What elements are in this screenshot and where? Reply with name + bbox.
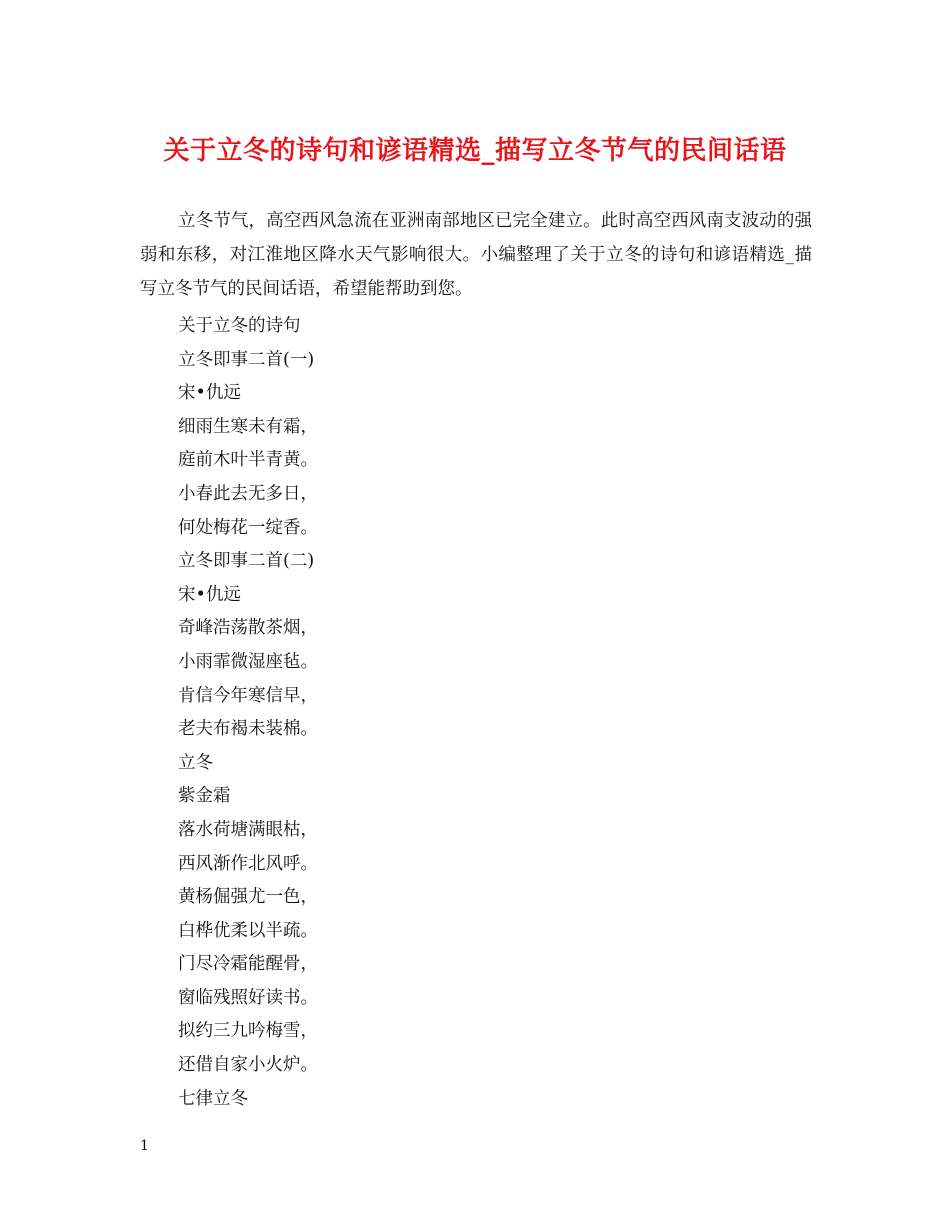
text-line: 细雨生寒未有霜， [178, 416, 318, 437]
text-line: 立冬即事二首(一) [178, 349, 315, 370]
text-line: 小春此去无多日， [178, 483, 318, 504]
text-line: 庭前木叶半青黄。 [178, 450, 318, 471]
text-line: 落水荷塘满眼枯， [178, 819, 318, 840]
text-line: 窗临残照好读书。 [178, 987, 318, 1008]
text-line: 奇峰浩荡散茶烟， [178, 618, 318, 639]
text-line: 黄杨倔强尤一色， [178, 887, 318, 908]
text-line: 白桦优柔以半疏。 [178, 920, 318, 941]
page-number: 1 [140, 1138, 149, 1154]
text-line: 拟约三九吟梅雪， [178, 1021, 318, 1042]
poem-lines [178, 310, 318, 1116]
text-line: 立冬即事二首(二) [178, 551, 315, 572]
text-line: 门尽冷霜能醒骨， [178, 954, 318, 975]
text-line: 何处梅花一绽香。 [178, 517, 318, 538]
text-line: 西风渐作北风呼。 [178, 853, 318, 874]
text-line: 宋•仇远 [178, 584, 241, 605]
text-line: 关于立冬的诗句 [178, 316, 301, 336]
text-line: 宋•仇远 [178, 383, 241, 404]
text-line: 紫金霜 [178, 786, 231, 807]
document-title: 关于立冬的诗句和谚语精选_描写立冬节气的民间话语 [163, 136, 787, 166]
text-line: 七律立冬 [178, 1088, 248, 1109]
text-line: 立冬 [178, 752, 213, 773]
text-line: 肯信今年寒信早， [178, 685, 318, 706]
text-line: 还借自家小火炉。 [178, 1055, 318, 1076]
text-line: 小雨霏微湿座毡。 [178, 651, 318, 672]
intro-paragraph: 立冬节气，高空西风急流在亚洲南部地区已完全建立。此时高空西风南支波动的强弱和东移，对江淮地区降水天气影响很大。小编整理了关于立冬的诗句和谚语精选_描写立冬节气的民间话语，希望能帮助到您。 [140, 211, 812, 299]
text-line: 老夫布褐未装棉。 [178, 719, 318, 740]
